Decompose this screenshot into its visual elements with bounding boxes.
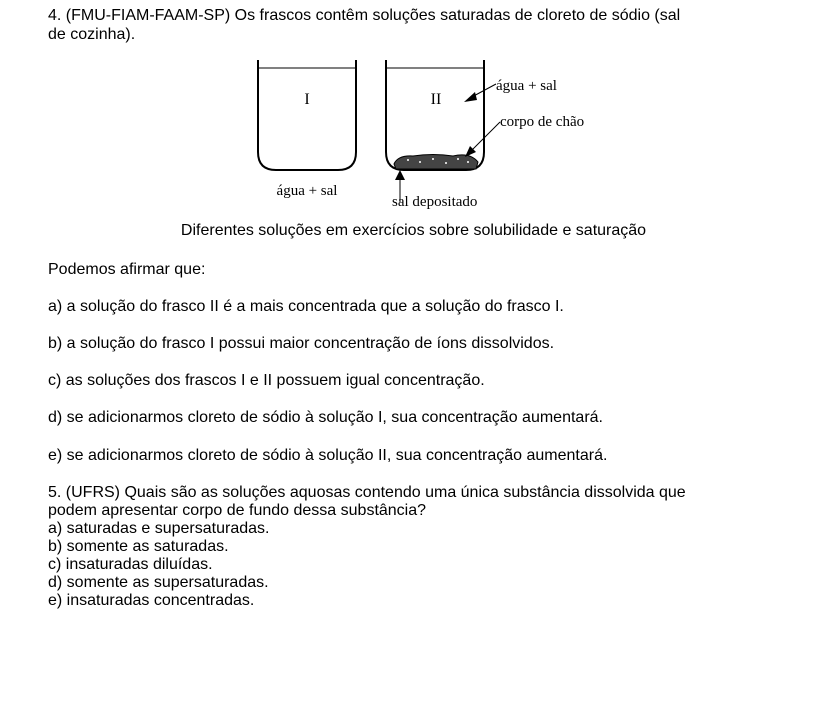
option-5a: a) saturadas e supersaturadas. bbox=[48, 520, 270, 537]
label-corpo-de-chao: corpo de chão bbox=[500, 114, 585, 130]
flask-1-label: I bbox=[304, 91, 310, 108]
flask-1-outline bbox=[258, 60, 356, 170]
option-4e: e) se adicionarmos cloreto de sódio à solução II, sua concentração aumentará. bbox=[48, 447, 608, 464]
option-4d: d) se adicionarmos cloreto de sódio à solução I, sua concentração aumentará. bbox=[48, 409, 603, 426]
option-4b: b) a solução do frasco I possui maior concentração de íons dissolvidos. bbox=[48, 335, 555, 352]
label-agua-sal-bottom: água + sal bbox=[276, 183, 338, 199]
question-5 bbox=[48, 484, 808, 610]
option-5b: b) somente as saturadas. bbox=[48, 538, 229, 555]
question-5-line-1: 5. (UFRS) Quais são as soluções aquosas contendo uma única substância dissolvida que bbox=[48, 484, 686, 501]
option-5e: e) insaturadas concentradas. bbox=[48, 592, 255, 609]
question-4-line-2: de cozinha). bbox=[48, 26, 136, 43]
flasks-figure bbox=[248, 52, 628, 220]
label-agua-sal-right: água + sal bbox=[496, 78, 557, 94]
option-5c: c) insaturadas diluídas. bbox=[48, 556, 213, 573]
label-sal-depositado: sal depositado bbox=[392, 194, 478, 210]
arrow-sal-head bbox=[395, 170, 405, 180]
option-4a: a) a solução do frasco II é a mais concentrada que a solução do frasco I. bbox=[48, 298, 564, 315]
arrow-agua-sal-head bbox=[464, 92, 477, 102]
question-4-line-1: 4. (FMU-FIAM-FAAM-SP) Os frascos contêm soluções saturadas de cloreto de sódio (sal bbox=[48, 7, 681, 24]
prompt: Podemos afirmar que: bbox=[48, 261, 206, 278]
option-4c: c) as soluções dos frascos I e II possuem igual concentração. bbox=[48, 372, 485, 389]
option-5d: d) somente as supersaturadas. bbox=[48, 574, 269, 591]
flask-2-label: II bbox=[430, 91, 442, 108]
question-5-line-2: podem apresentar corpo de fundo dessa substância? bbox=[48, 502, 427, 519]
figure-caption: Diferentes soluções em exercícios sobre solubilidade e saturação bbox=[180, 222, 647, 239]
